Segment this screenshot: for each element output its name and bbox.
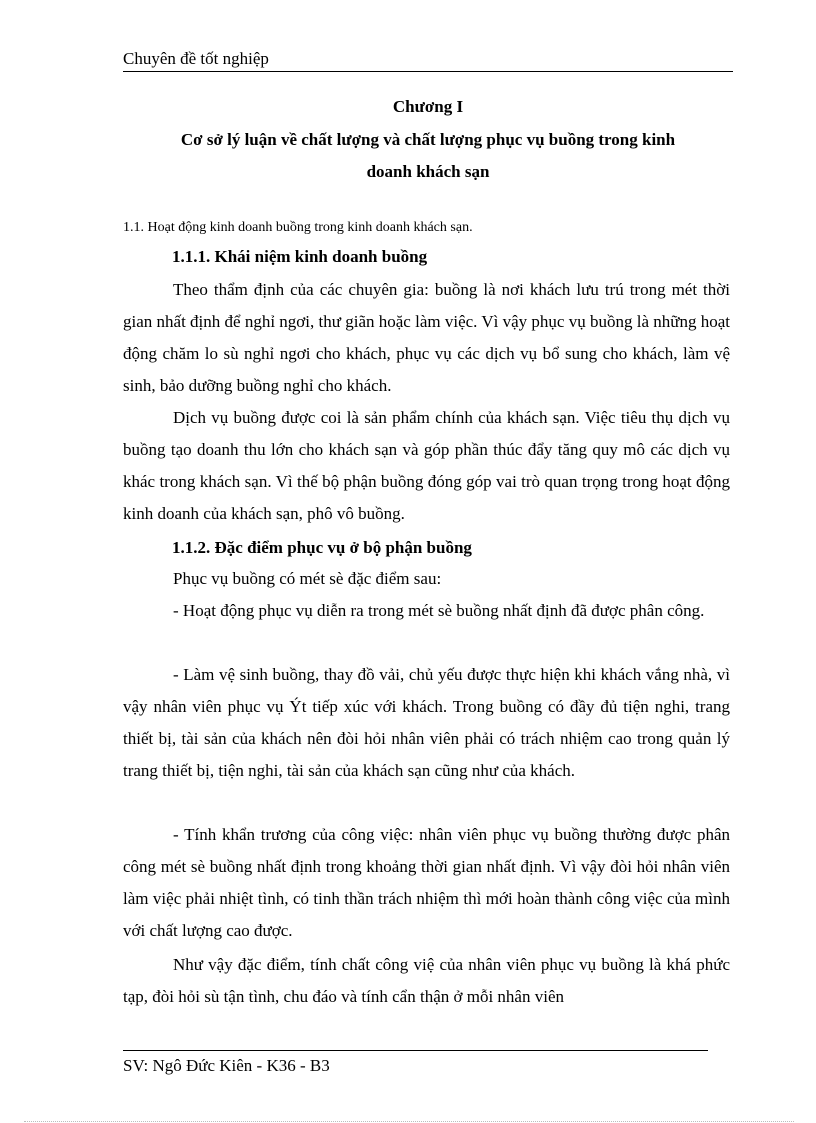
page-bottom-dotted-line [24, 1121, 794, 1122]
paragraph-room-service-role: Dịch vụ buồng được coi là sản phẩm chính của khách sạn. Việc tiêu thụ dịch vụ buồng tạo doanh thu lớn cho khách sạn và góp phần thúc đẩy tăng quy mô các dịch vụ khác trong khách sạn. Vì thế bộ phận buồng đóng góp vai trò quan trọng trong hoạt động kinh doanh của khách sạn, phô vô buồng. [123, 408, 730, 523]
paragraph-characteristic-1: - Hoạt động phục vụ diễn ra trong mét sè buồng nhất định đã được phân công. [173, 601, 705, 620]
paragraph-room-concept: Theo thẩm định của các chuyên gia: buồng là nơi khách lưu trú trong mét thời gian nhất định để nghỉ ngơi, thư giãn hoặc làm việc. Vì vậy phục vụ buồng là những hoạt động chăm lo sù nghỉ ngơi cho khách, phục vụ các dịch vụ bổ sung cho khách, làm vệ sinh, bảo dưỡng buồng nghỉ cho khách. [123, 280, 730, 395]
chapter-title-line2: doanh khách sạn [366, 162, 490, 181]
section-heading-1-1: 1.1. Hoạt động kinh doanh buồng trong kinh doanh khách sạn. [123, 220, 473, 235]
running-footer: SV: Ngô Đức Kiên - K36 - B3 [123, 1056, 330, 1075]
paragraph-characteristic-2: - Làm vệ sinh buồng, thay đồ vải, chủ yếu được thực hiện khi khách vắng nhà, vì vậy nhân viên phục vụ Ýt tiếp xúc với khách. Trong buồng có đầy đủ tiện nghi, trang thiết bị, tài sản của khách nên đòi hỏi nhân viên phải có trách nhiệm cao trong quản lý trang thiết bị, tiện nghi, tài sản của khách sạn cũng như của khách. [123, 665, 730, 780]
subsection-heading-1-1-1: 1.1.1. Khái niệm kinh doanh buồng [172, 247, 428, 266]
footer-rule [123, 1050, 708, 1051]
subsection-heading-1-1-2: 1.1.2. Đặc điểm phục vụ ở bộ phận buồng [172, 538, 472, 557]
running-header: Chuyên đề tốt nghiệp [123, 49, 269, 68]
chapter-label: Chương I [392, 97, 464, 116]
paragraph-characteristic-3: - Tính khẩn trương của công việc: nhân viên phục vụ buồng thường được phân công mét sè buồng nhất định trong khoảng thời gian nhất định. Vì vậy đòi hỏi nhân viên làm việc phải nhiệt tình, có tinh thần trách nhiệm thì mới hoàn thành công việc của mình với chất lượng cao được. [123, 825, 730, 940]
paragraph-conclusion: Như vậy đặc điểm, tính chất công việ của nhân viên phục vụ buồng là khá phức tạp, đòi hỏi sù tận tình, chu đáo và tính cẩn thận ở mỗi nhân viên [123, 955, 730, 1006]
paragraph-characteristics-intro: Phục vụ buồng có mét sè đặc điểm sau: [173, 569, 442, 588]
chapter-title-line1: Cơ sở lý luận về chất lượng và chất lượng phục vụ buồng trong kinh [180, 130, 676, 149]
header-rule [123, 71, 733, 72]
